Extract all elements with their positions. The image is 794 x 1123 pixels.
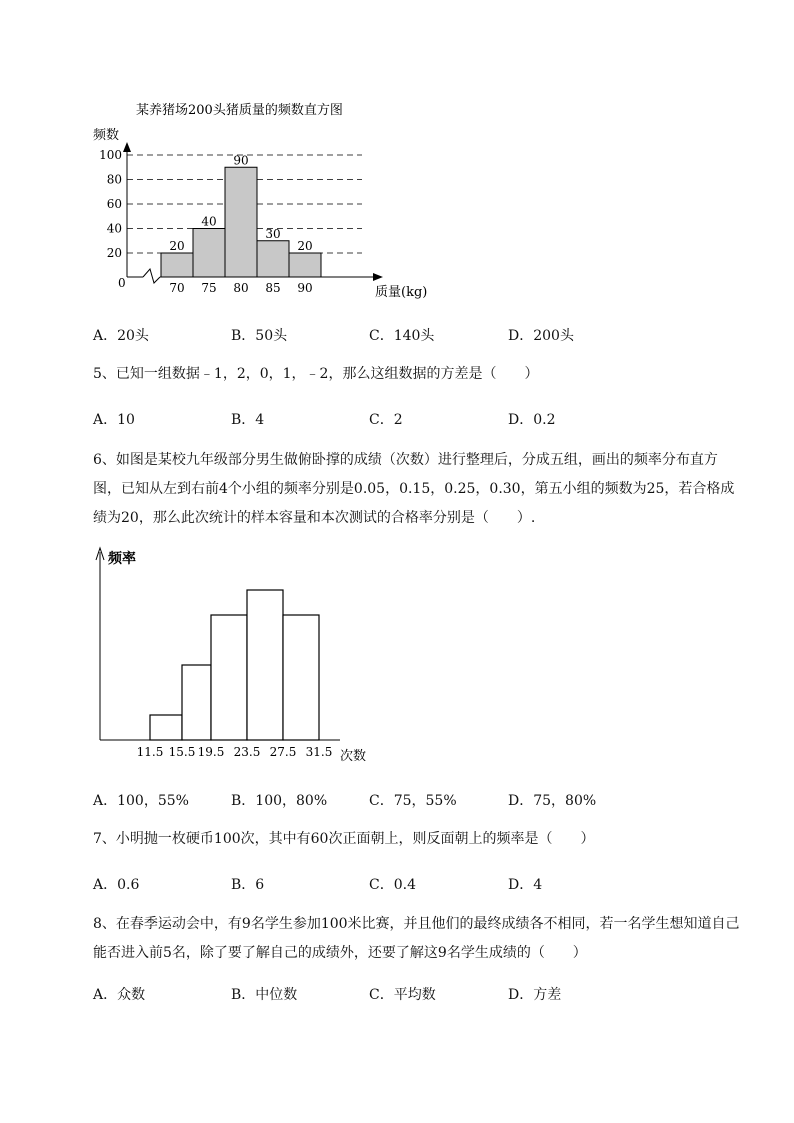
q5-text: 5、已知一组数据﹣1，2，0，1，﹣2，那么这组数据的方差是（ ）: [93, 366, 539, 382]
q5-option-b[interactable]: B．4: [231, 412, 265, 428]
chart1-x-tick-label: 80: [233, 281, 249, 295]
chart2-bar: [283, 615, 319, 740]
chart1-y-tick-label: 100: [99, 148, 122, 162]
chart1-y-tick-label: 60: [106, 197, 122, 211]
q7-text: 7、小明抛一枚硬币100次，其中有60次正面朝上，则反面朝上的频率是（ ）: [93, 831, 595, 847]
q7-option-b[interactable]: B．6: [231, 877, 265, 893]
q4-option-d[interactable]: D．200头: [508, 328, 574, 344]
chart1-y-axis-label: 频数: [93, 128, 120, 143]
chart1-bar: [193, 229, 225, 278]
q6-option-b[interactable]: B．100，80%: [231, 793, 328, 809]
chart1-axis-break: [143, 269, 160, 283]
chart1-x-tick-label: 85: [265, 281, 281, 295]
chart2-bar: [182, 665, 211, 740]
chart1-x-tick-label: 70: [169, 281, 185, 295]
q6-option-a[interactable]: A．100，55%: [93, 793, 189, 809]
chart1-origin-label: 0: [118, 276, 126, 290]
chart1-bar: [225, 167, 257, 277]
chart1-data-label: 20: [169, 239, 185, 253]
chart1-bar: [289, 253, 321, 277]
chart2-x-tick-label: 19.5: [197, 745, 225, 759]
chart2-bar: [211, 615, 247, 740]
q6-option-c[interactable]: C．75，55%: [369, 793, 457, 809]
q8-text: 8、在春季运动会中，有9名学生参加100米比赛，并且他们的最终成绩各不相同，若一名学生想知道自己能否进入前5名，除了要了解自己的成绩外，还要了解这9名学生成绩的（ ）: [93, 916, 740, 961]
chart1-y-tick-label: 40: [106, 221, 122, 236]
chart2-x-axis-label: 次数: [340, 749, 367, 764]
q7-option-d[interactable]: D．4: [508, 877, 543, 893]
chart2-x-tick-label: 31.5: [305, 745, 333, 759]
chart1-bar: [161, 253, 193, 277]
q5-option-d[interactable]: D．0.2: [508, 412, 556, 428]
chart2-x-tick-label: 23.5: [233, 745, 261, 759]
q8-option-d[interactable]: D．方差: [508, 987, 562, 1003]
chart1-data-label: 20: [297, 239, 313, 253]
q8-option-a[interactable]: A．众数: [93, 987, 146, 1003]
chart1-x-axis-label: 质量(kg): [375, 285, 428, 300]
chart2-x-tick-label: 15.5: [168, 745, 196, 759]
q6-option-d[interactable]: D．75，80%: [508, 793, 597, 809]
q8-option-c[interactable]: C．平均数: [369, 987, 436, 1003]
chart2-bar: [247, 590, 283, 740]
q7-option-a[interactable]: A．0.6: [93, 877, 140, 893]
q4-option-b[interactable]: B．50头: [231, 328, 288, 344]
chart2-y-axis-label: 频率: [108, 551, 136, 567]
chart1-y-tick-label: 20: [106, 246, 122, 260]
q4-option-c[interactable]: C．140头: [369, 328, 435, 344]
chart1-bar: [257, 241, 289, 277]
q5-option-c[interactable]: C．2: [369, 412, 403, 428]
chart1-data-label: 90: [233, 153, 249, 168]
chart2-x-tick-label: 27.5: [269, 745, 297, 759]
q7-option-c[interactable]: C．0.4: [369, 877, 416, 893]
pig-weight-histogram: [0, 0, 794, 310]
chart2-bar: [150, 715, 182, 740]
q6-text: 6、如图是某校九年级部分男生做俯卧撑的成绩（次数）进行整理后，分成五组，画出的频率分布直方图，已知从左到右前4个小组的频率分别是0.05，0.15，0.25，0.30，第五小组的频数为25，若合格成绩为20，那么此次统计的样本容量和本次测试的合格率分别是（ ）.: [93, 452, 735, 526]
chart1-x-tick-label: 90: [297, 281, 313, 295]
chart1-x-tick-label: 75: [201, 281, 217, 295]
chart1-data-label: 40: [201, 214, 217, 229]
q4-option-a[interactable]: A．20头: [93, 328, 149, 344]
q5-option-a[interactable]: A．10: [93, 412, 135, 428]
chart1-y-axis-arrow: [123, 142, 131, 152]
q8-option-b[interactable]: B．中位数: [231, 987, 298, 1003]
chart1-data-label: 30: [265, 226, 281, 241]
pushup-frequency-histogram: [0, 540, 794, 770]
chart1-title: 某养猪场200头猪质量的频数直方图: [136, 103, 343, 118]
chart2-x-tick-label: 11.5: [136, 745, 164, 759]
chart1-x-axis-arrow: [373, 273, 383, 281]
chart1-y-tick-label: 80: [106, 172, 122, 187]
